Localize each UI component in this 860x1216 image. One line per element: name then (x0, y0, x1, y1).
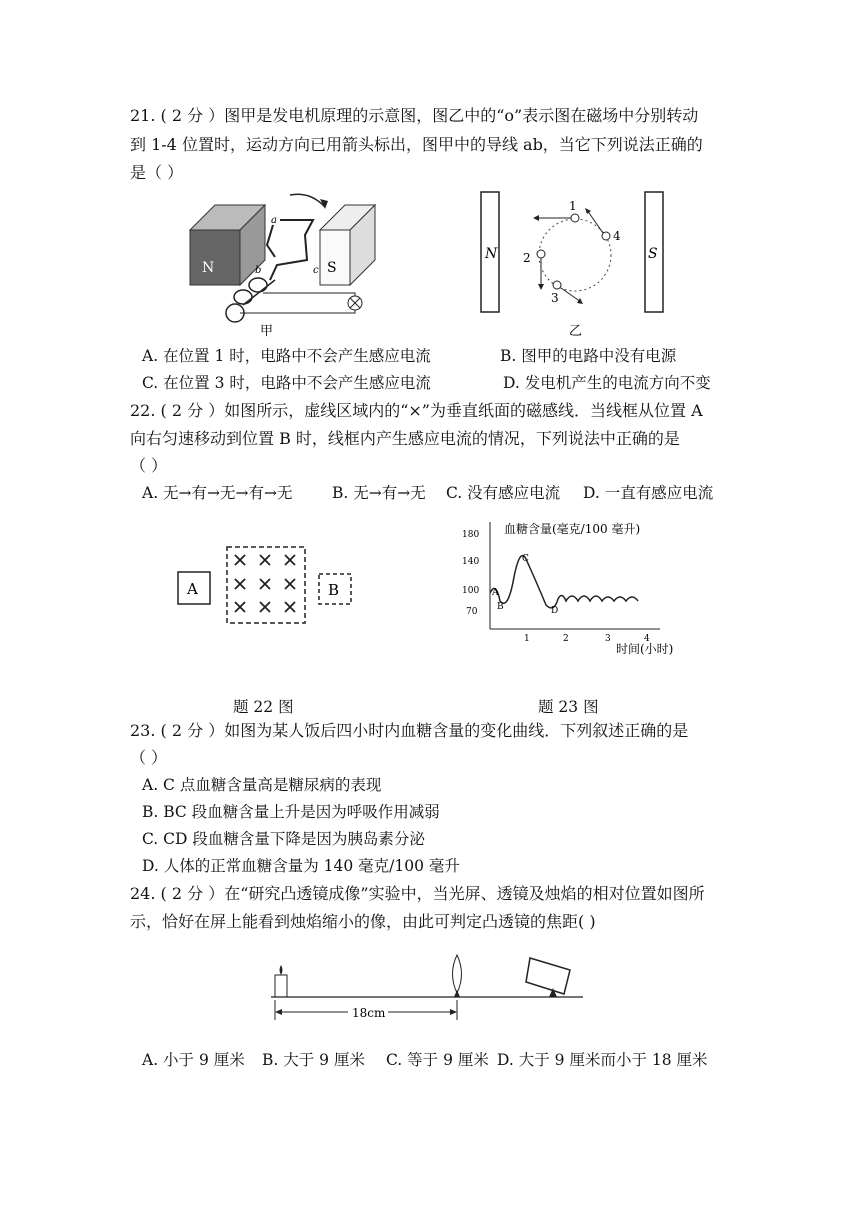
candle-flame (280, 965, 283, 975)
q21-option-c[interactable]: C. 在位置 3 时，电路中不会产生感应电流 (142, 374, 431, 392)
point-label-c: C (522, 554, 529, 564)
magnet-s-label: S (327, 260, 337, 276)
x-tick-2: 2 (563, 634, 569, 644)
y-tick-100: 100 (462, 586, 480, 596)
candle (275, 975, 287, 997)
q24-optics-figure (268, 950, 586, 1025)
q22-stem-line-2: 向右匀速移动到位置 B 时，线框内产生感应电流的情况，下列说法中正确的是 (130, 429, 680, 448)
q21-generator-figure (185, 185, 380, 340)
q22-option-b[interactable]: B. 无→有→无 (332, 484, 426, 502)
q22-field-crosses (235, 555, 295, 612)
q24-option-c[interactable]: C. 等于 9 厘米 (386, 1051, 489, 1069)
q21-option-b[interactable]: B. 图甲的电路中没有电源 (500, 347, 677, 365)
q24-stem-line-2: 示，恰好在屏上能看到烛焰缩小的像，由此可判定凸透镜的焦距( ) (130, 912, 596, 931)
q24-option-d[interactable]: D. 大于 9 厘米而小于 18 厘米 (497, 1051, 708, 1069)
q22-option-c[interactable]: C. 没有感应电流 (446, 484, 561, 502)
svg-text:2: 2 (523, 251, 531, 265)
svg-text:乙: 乙 (569, 324, 583, 339)
svg-text:1: 1 (569, 199, 577, 213)
q21-stem-line-3: 是（ ） (130, 163, 184, 182)
x-axis-label: 时间(小时) (616, 642, 674, 656)
point-label-a: A (492, 588, 499, 598)
q23-option-b[interactable]: B. BC 段血糖含量上升是因为呼吸作用减弱 (142, 803, 440, 821)
q24-option-a[interactable]: A. 小于 9 厘米 (142, 1051, 245, 1069)
svg-text:a: a (271, 215, 277, 226)
q21-option-a[interactable]: A. 在位置 1 时，电路中不会产生感应电流 (142, 347, 431, 365)
convex-lens (453, 955, 462, 993)
q22-option-d[interactable]: D. 一直有感应电流 (583, 484, 714, 502)
x-tick-3: 3 (605, 634, 611, 644)
q22-magnetic-field-figure (175, 542, 360, 630)
magnet-n-label: N (202, 260, 215, 276)
chart-title: 血糖含量(毫克/100 毫升) (504, 522, 641, 536)
distance-label: 18cm (352, 1006, 386, 1020)
x-tick-1: 1 (524, 634, 530, 644)
y-tick-70: 70 (466, 607, 478, 617)
y-tick-180: 180 (462, 530, 480, 540)
q24-stem-line-1: 24. ( 2 分 ）在“研究凸透镜成像”实验中，当光屏、透镜及烛焰的相对位置如图所 (130, 884, 705, 903)
q24-option-b[interactable]: B. 大于 9 厘米 (262, 1051, 365, 1069)
svg-text:4: 4 (613, 229, 621, 243)
point-label-b: B (497, 602, 504, 612)
q21-positions-figure (475, 190, 685, 340)
light-screen (526, 958, 570, 994)
q21-stem-line-2: 到 1-4 位置时，运动方向已用箭头标出，图甲中的导线 ab，当它下列说法正确的 (130, 135, 703, 154)
svg-text:甲: 甲 (260, 324, 274, 339)
svg-text:b: b (255, 265, 262, 276)
q23-stem-line-1: 23. ( 2 分 ）如图为某人饭后四小时内血糖含量的变化曲线．下列叙述正确的是 (130, 721, 689, 740)
q22-option-a[interactable]: A. 无→有→无→有→无 (142, 484, 293, 502)
q23-blood-sugar-chart (462, 517, 692, 662)
q22-stem-line-3: （ ） (130, 456, 168, 475)
x-tick-4: 4 (644, 634, 650, 644)
q22-figure-caption: 题 22 图 (233, 698, 294, 716)
blood-sugar-curve (490, 556, 638, 608)
q23-option-c[interactable]: C. CD 段血糖含量下降是因为胰岛素分泌 (142, 830, 425, 848)
q21-option-d[interactable]: D. 发电机产生的电流方向不变 (503, 374, 711, 392)
svg-text:S: S (648, 246, 658, 262)
svg-text:A: A (187, 580, 198, 598)
svg-text:3: 3 (551, 291, 559, 305)
q23-figure-caption: 题 23 图 (538, 698, 599, 716)
q22-stem-line-1: 22. ( 2 分 ）如图所示，虚线区域内的“×”为垂直纸面的磁感线．当线框从位置 A (130, 401, 703, 420)
q23-option-a[interactable]: A. C 点血糖含量高是糖尿病的表现 (142, 776, 382, 794)
svg-text:N: N (485, 246, 498, 262)
q21-stem-line-1: 21. ( 2 分 ）图甲是发电机原理的示意图，图乙中的“o”表示图在磁场中分别转动 (130, 106, 699, 125)
svg-text:B: B (328, 581, 340, 599)
point-label-d: D (551, 606, 559, 616)
q23-stem-line-2: （ ） (130, 748, 168, 767)
svg-text:c: c (313, 265, 319, 276)
y-tick-140: 140 (462, 557, 480, 567)
q23-option-d[interactable]: D. 人体的正常血糖含量为 140 毫克/100 毫升 (142, 857, 460, 875)
